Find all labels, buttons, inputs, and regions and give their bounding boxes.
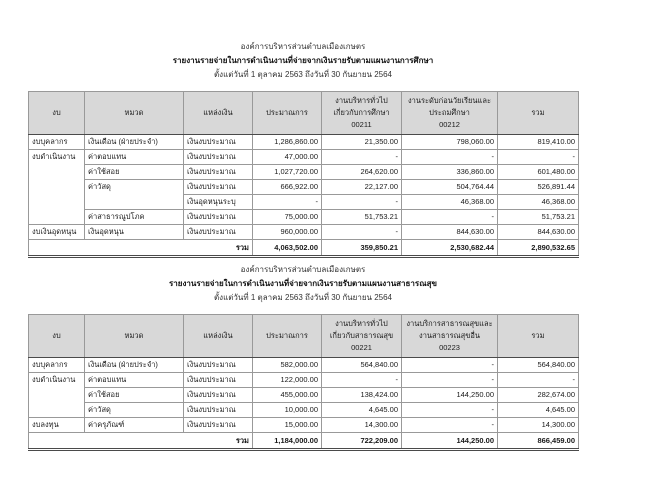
table-cell: 601,480.00 [498,165,579,180]
table-cell: 960,000.00 [253,225,322,240]
col-header-total: รวม [498,315,579,358]
col-header-source: แหล่งเงิน [184,315,253,358]
table-cell: 51,753.21 [322,210,402,225]
table-cell: - [498,373,579,388]
table-cell: 722,209.00 [322,433,402,450]
table-row [29,225,579,240]
report-title-health: รายงานรายจ่ายในการดำเนินงานที่จ่ายจากเงินรายรับตามแผนงานสาธารณสุข [168,279,437,288]
table-cell: - [322,373,402,388]
table-cell: 359,850.21 [322,240,402,257]
table-cell: 4,645.00 [498,403,579,418]
table-cell: - [402,403,498,418]
table-cell: 564,840.00 [322,358,402,373]
table-row [29,240,579,257]
program-code: 00212 [439,120,460,129]
table-cell: 4,645.00 [322,403,402,418]
program-name-line: เกี่ยวกับการศึกษา [333,108,390,117]
table-cell: เงินงบประมาณ [184,210,253,225]
table-cell: เงินงบประมาณ [184,180,253,195]
col-header-program-00223 [402,315,498,358]
table-body [29,358,579,433]
table-cell: เงินเดือน (ฝ่ายประจำ) [85,135,184,150]
table-cell: 264,620.00 [322,165,402,180]
table-cell: - [402,373,498,388]
table-cell: 2,530,682.44 [402,240,498,257]
table-cell: 2,890,532.65 [498,240,579,257]
table-body [29,135,579,240]
program-name-line: งานสาธารณสุขอื่น [419,331,480,340]
table-row [29,210,579,225]
table-cell: งบเงินอุดหนุน [29,225,85,240]
report-content [28,40,578,451]
table-cell: 144,250.00 [402,388,498,403]
table-cell: 1,184,000.00 [253,433,322,450]
table-row [29,135,579,150]
col-header-estimate: ประมาณการ [253,92,322,135]
table-cell: ค่าวัสดุ [85,403,184,418]
program-name-line: งานบริหารทั่วไป [335,319,388,328]
organization-name: องค์การบริหารส่วนตำบลเมืองเกษตร [240,265,366,274]
header-row [29,315,579,358]
table-cell: เงินงบประมาณ [184,418,253,433]
table-cell: 526,891.44 [498,180,579,195]
table-cell: 504,764.44 [402,180,498,195]
table-cell: เงินงบประมาณ [184,150,253,165]
table-row [29,150,579,165]
table-row [29,433,579,450]
program-name-line: งานบริการสาธารณสุขและ [406,319,493,328]
title-block-health [28,263,578,305]
report-section-health [28,263,578,451]
table-cell: 844,630.00 [402,225,498,240]
col-header-budget: งบ [29,92,85,135]
report-section-education [28,40,578,258]
table-cell: 455,000.00 [253,388,322,403]
table-row [29,165,579,180]
table-cell: - [322,195,402,210]
table-cell: เงินงบประมาณ [184,165,253,180]
table-cell: เงินอุดหนุน [85,225,184,240]
table-cell: 21,350.00 [322,135,402,150]
table-cell: เงินงบประมาณ [184,403,253,418]
report-period: ตั้งแต่วันที่ 1 ตุลาคม 2563 ถึงวันที่ 30 กันยายน 2564 [213,70,393,79]
table-cell: ค่าครุภัณฑ์ [85,418,184,433]
table-cell: 47,000.00 [253,150,322,165]
table-cell: เงินงบประมาณ [184,388,253,403]
col-header-estimate: ประมาณการ [253,315,322,358]
table-row [29,403,579,418]
table-cell: - [253,195,322,210]
table-cell: ค่าวัสดุ [85,180,184,210]
table-cell: 51,753.21 [498,210,579,225]
table-total-row [29,433,579,450]
table-cell: 22,127.00 [322,180,402,195]
table-cell: 46,368.00 [402,195,498,210]
table-cell: 798,060.00 [402,135,498,150]
table-cell: 844,630.00 [498,225,579,240]
table-cell: 75,000.00 [253,210,322,225]
table-cell: 4,063,502.00 [253,240,322,257]
table-cell: ค่าตอบแทน [85,150,184,165]
table-cell: เงินอุดหนุนระบุ [184,195,253,210]
table-header [29,315,579,358]
table-cell: เงินเดือน (ฝ่ายประจำ) [85,358,184,373]
table-cell: 14,300.00 [322,418,402,433]
table-cell: - [498,150,579,165]
table-cell: งบดำเนินงาน [29,150,85,225]
table-header [29,92,579,135]
table-cell: 10,000.00 [253,403,322,418]
expense-table-education [28,91,579,258]
program-code: 00223 [439,343,460,352]
table-cell: 1,286,860.00 [253,135,322,150]
table-cell: - [402,358,498,373]
program-name-line: งานระดับก่อนวัยเรียนและ [407,96,492,105]
col-header-total: รวม [498,92,579,135]
table-cell: เงินงบประมาณ [184,358,253,373]
table-cell: 138,424.00 [322,388,402,403]
col-header-program-00211 [322,92,402,135]
table-cell: - [402,418,498,433]
table-row [29,358,579,373]
table-cell: 866,459.00 [498,433,579,450]
table-row [29,388,579,403]
table-cell: ค่าใช้สอย [85,388,184,403]
table-cell: 1,027,720.00 [253,165,322,180]
table-cell: - [402,210,498,225]
table-cell: เงินงบประมาณ [184,225,253,240]
table-cell: งบบุคลากร [29,358,85,373]
report-title-education: รายงานรายจ่ายในการดำเนินงานที่จ่ายจากเงินรายรับตามแผนงานการศึกษา [172,56,434,65]
col-header-budget: งบ [29,315,85,358]
col-header-program-00212 [402,92,498,135]
program-code: 00211 [351,120,372,129]
table-cell: 564,840.00 [498,358,579,373]
title-block-education [28,40,578,82]
table-cell: 15,000.00 [253,418,322,433]
table-cell: ค่าใช้สอย [85,165,184,180]
table-cell: งบบุคลากร [29,135,85,150]
table-row [29,180,579,195]
col-header-program-00221 [322,315,402,358]
table-cell: 582,000.00 [253,358,322,373]
col-header-source: แหล่งเงิน [184,92,253,135]
table-cell: 144,250.00 [402,433,498,450]
expense-table-health [28,314,579,451]
table-cell: 122,000.00 [253,373,322,388]
program-name-line: เกี่ยวกับสาธารณสุข [329,331,394,340]
table-row [29,418,579,433]
table-cell: - [322,150,402,165]
table-cell: 336,860.00 [402,165,498,180]
table-cell: เงินงบประมาณ [184,373,253,388]
table-cell: เงินงบประมาณ [184,135,253,150]
table-cell: รวม [29,240,253,257]
table-cell: - [322,225,402,240]
table-row [29,373,579,388]
table-cell: งบลงทุน [29,418,85,433]
program-name-line: ประถมศึกษา [429,108,470,117]
program-name-line: งานบริหารทั่วไป [335,96,388,105]
table-cell: ค่าสาธารณูปโภค [85,210,184,225]
table-cell: ค่าตอบแทน [85,373,184,388]
program-code: 00221 [351,343,372,352]
report-period: ตั้งแต่วันที่ 1 ตุลาคม 2563 ถึงวันที่ 30 กันยายน 2564 [213,293,393,302]
table-cell: 282,674.00 [498,388,579,403]
table-cell: - [402,150,498,165]
table-cell: 819,410.00 [498,135,579,150]
col-header-category: หมวด [85,92,184,135]
table-cell: รวม [29,433,253,450]
table-cell: งบดำเนินงาน [29,373,85,418]
table-cell: 14,300.00 [498,418,579,433]
table-total-row [29,240,579,257]
header-row [29,92,579,135]
table-cell: 666,922.00 [253,180,322,195]
organization-name: องค์การบริหารส่วนตำบลเมืองเกษตร [240,42,366,51]
table-cell: 46,368.00 [498,195,579,210]
col-header-category: หมวด [85,315,184,358]
